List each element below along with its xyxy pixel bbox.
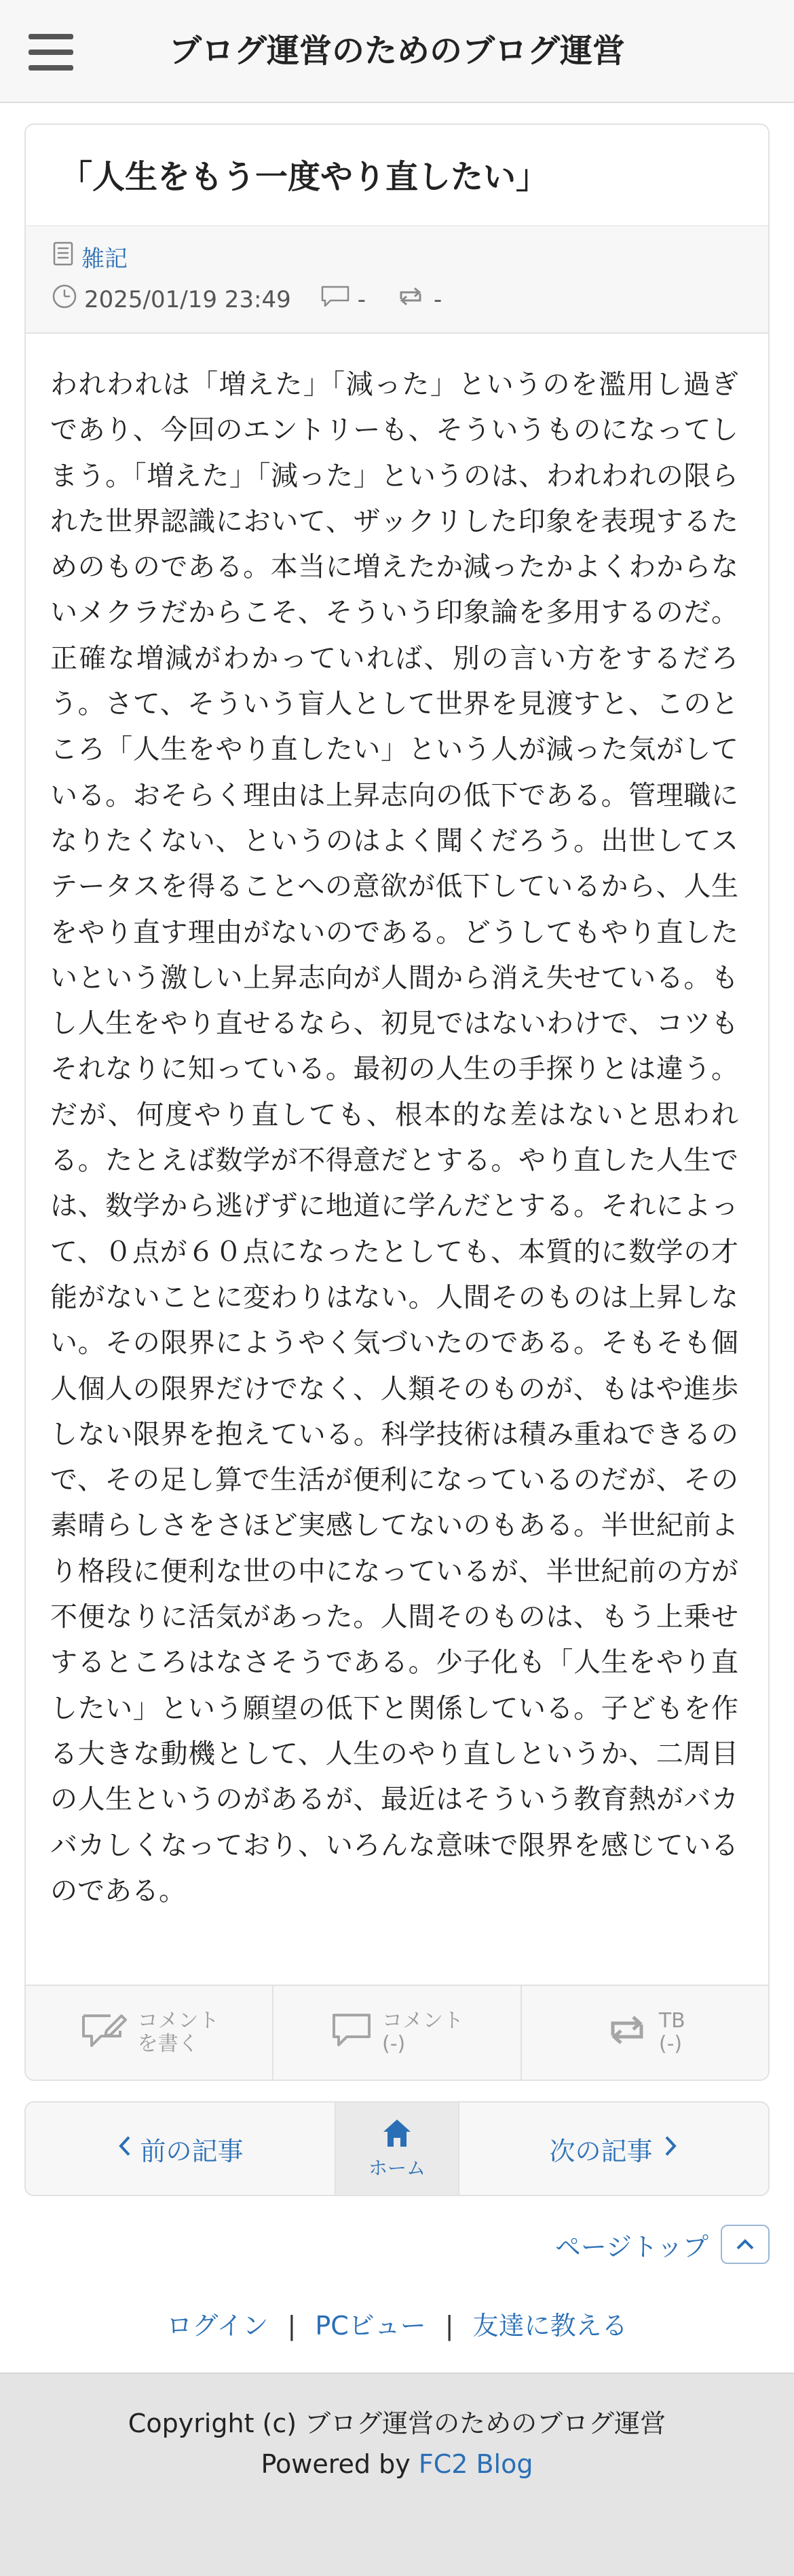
write-comment-label-2: を書く — [137, 2032, 199, 2056]
link-separator: | — [445, 2311, 454, 2341]
write-comment-icon — [79, 2010, 128, 2055]
trackback-icon — [605, 2012, 649, 2053]
site-footer — [0, 2373, 794, 2576]
copyright-text: Copyright (c) ブログ運営のためのブログ運営 — [128, 2408, 666, 2438]
powered-by — [0, 2449, 794, 2479]
prev-article-button[interactable] — [26, 2103, 335, 2195]
article-meta — [26, 225, 768, 334]
document-icon — [52, 241, 75, 273]
date-comment-row — [52, 284, 442, 315]
powered-by-prefix: Powered by — [261, 2449, 411, 2479]
site-header — [0, 0, 794, 103]
comments-label-2: (-) — [381, 2032, 406, 2056]
write-comment-label-1: コメント — [137, 2009, 219, 2033]
link-separator: | — [287, 2311, 297, 2341]
category-row — [52, 240, 128, 273]
trackback-label-2: (-) — [658, 2032, 683, 2056]
comments-button[interactable] — [273, 1986, 521, 2080]
page-top-button[interactable] — [721, 2225, 770, 2264]
article-card — [24, 123, 770, 2081]
prev-article-label: 前の記事 — [140, 2136, 244, 2166]
article-title: 「人生をもう一度やり直したい」 — [60, 158, 549, 196]
footer-links — [0, 2305, 794, 2342]
comments-label-1: コメント — [381, 2009, 464, 2033]
comment-count[interactable]: - — [357, 286, 366, 313]
site-title[interactable]: ブログ運営のためのブログ運営 — [168, 32, 625, 70]
pc-view-link[interactable]: PCビュー — [315, 2311, 426, 2341]
chevron-left-icon — [117, 2134, 133, 2164]
comment-icon — [320, 284, 351, 315]
trackback-label-1: TB — [658, 2009, 685, 2033]
trackback-count[interactable]: - — [434, 286, 442, 313]
page-top-link[interactable] — [555, 2225, 770, 2264]
next-article-label: 次の記事 — [549, 2136, 653, 2166]
next-article-button[interactable] — [459, 2103, 768, 2195]
fc2-blog-link[interactable]: FC2 Blog — [418, 2449, 533, 2479]
article-body: われわれは「増えた」「減った」というのを濫用し過ぎであり、今回のエントリーも、そういうものになってしまう。「増えた」「減った」というのは、われわれの限られた世界認識において、ザックリした印象を表現するためのものである。本当に増えたか減ったかよくわからないメクラだからこそ、そういう印象論を多用するのだ。正確な増減がわかっていれば、別の言い方をするだろう。さて、そういう盲人として世界を見渡すと、このところ「人生をやり直したい」という人が減った気がしている。おそらく理由は上昇志向の低下である。管理職になりたくない、というのはよく聞くだろう。出世してステータスを得ることへの意欲が低下しているから、人生をやり直す理由がないのである。どうしてもやり直したいという激しい上昇志向が人間から消え失せている。もし人生をやり直せるなら、初見ではないわけで、コツもそれなりに知っている。最初の人生の手探りとは違う。だが、何度やり直しても、根本的な差はないと思われる。たとえば数学が不得意だとする。やり直した人生では、数学から逃げずに地道に学んだとする。それによって、０点が６０点になったとしても、本質的に数学の才能がないことに変わりはない。人間そのものは上昇しない。その限界にようやく気づいたのである。そもそも個人個人の限界だけでなく、人類そのものが、もはや進歩しない限界を抱えている。科学技術は積み重ねできるので、その足し算で生活が便利になっているのだが、その素晴らしさをさほど実感してないのもある。半世紀前より格段に便利な世の中になっているが、半世紀前の方が不便なりに活気があった。人間そのものは、もう上乗せするところはなさそうである。少子化も「人生をやり直したい」という願望の低下と関係している。子どもを作る大きな動機として、人生のやり直しというか、二周目の人生というのがあるが、最近はそういう教育熱がバカバカしくなっており、いろんな意味で限界を感じているのである。 — [50, 369, 738, 1907]
article-pager — [24, 2101, 770, 2196]
category-link[interactable]: 雑記 — [81, 246, 128, 273]
home-label: ホーム — [368, 2156, 426, 2179]
chevron-right-icon — [662, 2134, 679, 2164]
comment-icon — [330, 2011, 373, 2054]
home-button[interactable] — [335, 2103, 459, 2195]
article-actions — [26, 1985, 768, 2080]
write-comment-button[interactable] — [26, 1986, 273, 2080]
chevron-up-icon — [735, 2238, 755, 2251]
clock-icon — [52, 284, 77, 315]
page-top-label: ページトップ — [554, 2231, 708, 2262]
home-icon — [381, 2118, 413, 2153]
tell-friend-link[interactable]: 友達に教える — [472, 2311, 628, 2341]
trackback-button[interactable] — [522, 1986, 768, 2080]
login-link[interactable]: ログイン — [166, 2311, 269, 2341]
post-datetime: 2025/01/19 23:49 — [84, 286, 291, 313]
trackback-icon — [394, 284, 427, 315]
